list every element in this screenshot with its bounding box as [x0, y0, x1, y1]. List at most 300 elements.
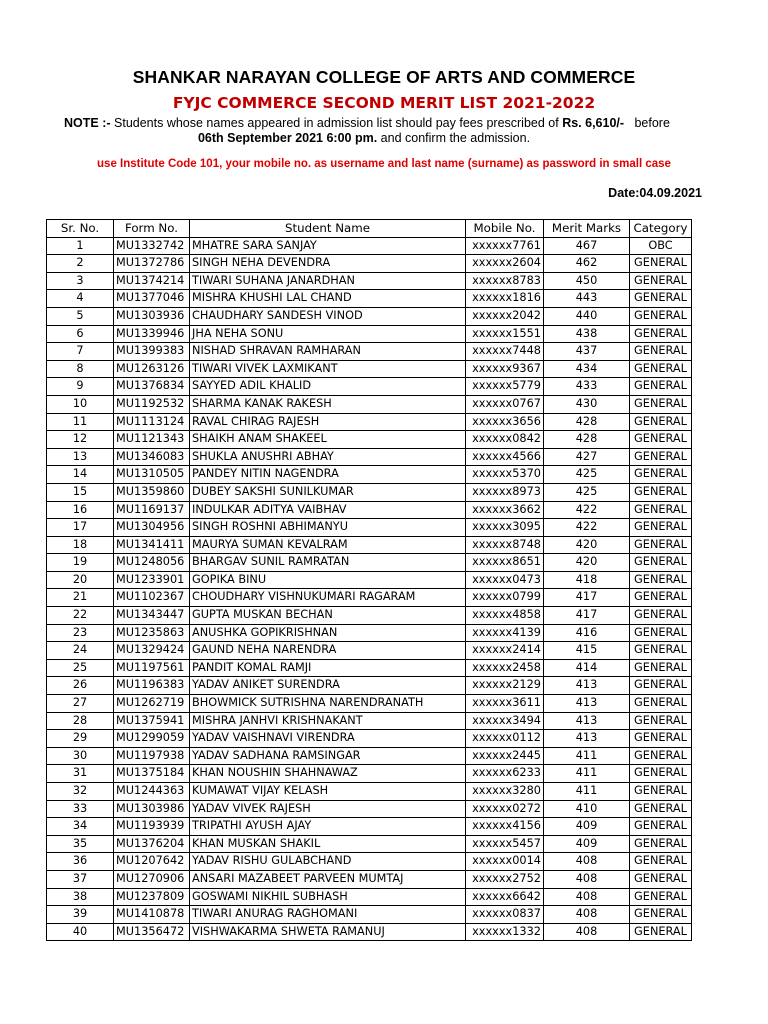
cell-sr-no: 15	[47, 483, 114, 501]
table-row	[47, 730, 692, 748]
cell-category: GENERAL	[630, 923, 692, 941]
cell-category: GENERAL	[630, 536, 692, 554]
cell-merit-marks: 416	[544, 624, 630, 642]
cell-merit-marks: 418	[544, 571, 630, 589]
cell-student-name: KUMAWAT VIJAY KELASH	[190, 783, 466, 801]
cell-category: GENERAL	[630, 343, 692, 361]
cell-student-name: TIWARI VIVEK LAXMIKANT	[190, 360, 466, 378]
cell-merit-marks: 438	[544, 325, 630, 343]
cell-student-name: SINGH NEHA DEVENDRA	[190, 255, 466, 273]
cell-mobile-no: xxxxxx8783	[466, 272, 544, 290]
table-row	[47, 818, 692, 836]
table-row	[47, 642, 692, 660]
table-row	[47, 677, 692, 695]
cell-category: GENERAL	[630, 765, 692, 783]
cell-mobile-no: xxxxxx7448	[466, 343, 544, 361]
cell-sr-no: 34	[47, 818, 114, 836]
cell-merit-marks: 428	[544, 431, 630, 449]
cell-category: GENERAL	[630, 800, 692, 818]
cell-mobile-no: xxxxxx5779	[466, 378, 544, 396]
cell-form-no: MU1244363	[114, 783, 190, 801]
cell-form-no: MU1235863	[114, 624, 190, 642]
cell-merit-marks: 420	[544, 554, 630, 572]
cell-merit-marks: 411	[544, 783, 630, 801]
cell-student-name: MISHRA KHUSHI LAL CHAND	[190, 290, 466, 308]
cell-student-name: TIWARI SUHANA JANARDHAN	[190, 272, 466, 290]
cell-form-no: MU1193939	[114, 818, 190, 836]
cell-student-name: SAYYED ADIL KHALID	[190, 378, 466, 396]
table-row	[47, 237, 692, 255]
cell-student-name: CHAUDHARY SANDESH VINOD	[190, 307, 466, 325]
cell-mobile-no: xxxxxx0272	[466, 800, 544, 818]
table-row	[47, 712, 692, 730]
cell-category: GENERAL	[630, 413, 692, 431]
table-row	[47, 906, 692, 924]
cell-merit-marks: 467	[544, 237, 630, 255]
cell-sr-no: 24	[47, 642, 114, 660]
cell-sr-no: 11	[47, 413, 114, 431]
cell-form-no: MU1262719	[114, 695, 190, 713]
table-row	[47, 554, 692, 572]
cell-sr-no: 17	[47, 519, 114, 537]
cell-merit-marks: 408	[544, 906, 630, 924]
table-row	[47, 378, 692, 396]
cell-mobile-no: xxxxxx3280	[466, 783, 544, 801]
cell-category: GENERAL	[630, 870, 692, 888]
cell-sr-no: 38	[47, 888, 114, 906]
cell-merit-marks: 413	[544, 695, 630, 713]
cell-student-name: KHAN MUSKAN SHAKIL	[190, 835, 466, 853]
table-row	[47, 589, 692, 607]
cell-sr-no: 2	[47, 255, 114, 273]
cell-form-no: MU1356472	[114, 923, 190, 941]
cell-mobile-no: xxxxxx2445	[466, 747, 544, 765]
cell-merit-marks: 413	[544, 712, 630, 730]
cell-category: OBC	[630, 237, 692, 255]
cell-category: GENERAL	[630, 448, 692, 466]
cell-student-name: SHAIKH ANAM SHAKEEL	[190, 431, 466, 449]
cell-mobile-no: xxxxxx6642	[466, 888, 544, 906]
cell-mobile-no: xxxxxx7761	[466, 237, 544, 255]
cell-mobile-no: xxxxxx8651	[466, 554, 544, 572]
cell-sr-no: 20	[47, 571, 114, 589]
cell-merit-marks: 450	[544, 272, 630, 290]
cell-merit-marks: 422	[544, 501, 630, 519]
cell-category: GENERAL	[630, 818, 692, 836]
cell-category: GENERAL	[630, 659, 692, 677]
cell-merit-marks: 440	[544, 307, 630, 325]
table-row	[47, 519, 692, 537]
column-header-merit-marks: Merit Marks	[544, 220, 630, 238]
cell-mobile-no: xxxxxx0014	[466, 853, 544, 871]
cell-category: GENERAL	[630, 483, 692, 501]
cell-mobile-no: xxxxxx2042	[466, 307, 544, 325]
cell-mobile-no: xxxxxx4139	[466, 624, 544, 642]
table-row	[47, 395, 692, 413]
cell-sr-no: 7	[47, 343, 114, 361]
cell-merit-marks: 408	[544, 923, 630, 941]
cell-merit-marks: 433	[544, 378, 630, 396]
merit-list-body	[47, 237, 692, 941]
cell-mobile-no: xxxxxx3662	[466, 501, 544, 519]
cell-form-no: MU1102367	[114, 589, 190, 607]
cell-category: GENERAL	[630, 272, 692, 290]
cell-category: GENERAL	[630, 642, 692, 660]
table-row	[47, 536, 692, 554]
note-text: Students whose names appeared in admission list should pay fees prescribed of	[114, 116, 559, 130]
cell-merit-marks: 415	[544, 642, 630, 660]
cell-merit-marks: 409	[544, 818, 630, 836]
cell-form-no: MU1410878	[114, 906, 190, 924]
cell-category: GENERAL	[630, 624, 692, 642]
cell-category: GENERAL	[630, 290, 692, 308]
cell-student-name: MAURYA SUMAN KEVALRAM	[190, 536, 466, 554]
cell-merit-marks: 411	[544, 765, 630, 783]
cell-mobile-no: xxxxxx2414	[466, 642, 544, 660]
cell-category: GENERAL	[630, 378, 692, 396]
cell-sr-no: 8	[47, 360, 114, 378]
cell-student-name: ANSARI MAZABEET PARVEEN MUMTAJ	[190, 870, 466, 888]
cell-category: GENERAL	[630, 783, 692, 801]
table-row	[47, 923, 692, 941]
cell-mobile-no: xxxxxx4858	[466, 607, 544, 625]
cell-sr-no: 27	[47, 695, 114, 713]
fee-amount: Rs. 6,610/-	[562, 116, 625, 130]
cell-sr-no: 9	[47, 378, 114, 396]
cell-category: GENERAL	[630, 431, 692, 449]
cell-category: GENERAL	[630, 888, 692, 906]
cell-mobile-no: xxxxxx4156	[466, 818, 544, 836]
cell-mobile-no: xxxxxx0473	[466, 571, 544, 589]
cell-category: GENERAL	[630, 747, 692, 765]
cell-student-name: TRIPATHI AYUSH AJAY	[190, 818, 466, 836]
cell-student-name: YADAV VAISHNAVI VIRENDRA	[190, 730, 466, 748]
cell-merit-marks: 427	[544, 448, 630, 466]
cell-student-name: MISHRA JANHVI KRISHNAKANT	[190, 712, 466, 730]
cell-category: GENERAL	[630, 519, 692, 537]
cell-student-name: RAVAL CHIRAG RAJESH	[190, 413, 466, 431]
cell-form-no: MU1332742	[114, 237, 190, 255]
cell-form-no: MU1376834	[114, 378, 190, 396]
table-row	[47, 448, 692, 466]
merit-list-table	[46, 219, 692, 941]
cell-form-no: MU1197561	[114, 659, 190, 677]
cell-sr-no: 36	[47, 853, 114, 871]
table-row	[47, 747, 692, 765]
cell-student-name: DUBEY SAKSHI SUNILKUMAR	[190, 483, 466, 501]
cell-sr-no: 30	[47, 747, 114, 765]
table-row	[47, 343, 692, 361]
cell-student-name: PANDIT KOMAL RAMJI	[190, 659, 466, 677]
list-date: Date:04.09.2021	[608, 186, 702, 200]
column-header-category: Category	[630, 220, 692, 238]
cell-mobile-no: xxxxxx1551	[466, 325, 544, 343]
table-row	[47, 571, 692, 589]
table-row	[47, 325, 692, 343]
cell-sr-no: 14	[47, 466, 114, 484]
cell-sr-no: 5	[47, 307, 114, 325]
cell-student-name: YADAV ANIKET SURENDRA	[190, 677, 466, 695]
table-row	[47, 360, 692, 378]
cell-form-no: MU1377046	[114, 290, 190, 308]
cell-merit-marks: 434	[544, 360, 630, 378]
table-row	[47, 870, 692, 888]
table-header-row	[47, 220, 692, 238]
cell-merit-marks: 443	[544, 290, 630, 308]
column-header-form-no: Form No.	[114, 220, 190, 238]
cell-student-name: NISHAD SHRAVAN RAMHARAN	[190, 343, 466, 361]
cell-form-no: MU1299059	[114, 730, 190, 748]
cell-mobile-no: xxxxxx2604	[466, 255, 544, 273]
cell-student-name: GOSWAMI NIKHIL SUBHASH	[190, 888, 466, 906]
cell-category: GENERAL	[630, 853, 692, 871]
cell-merit-marks: 437	[544, 343, 630, 361]
cell-mobile-no: xxxxxx0799	[466, 589, 544, 607]
note-label: NOTE :-	[64, 116, 111, 130]
cell-form-no: MU1263126	[114, 360, 190, 378]
cell-sr-no: 21	[47, 589, 114, 607]
cell-merit-marks: 413	[544, 677, 630, 695]
cell-sr-no: 25	[47, 659, 114, 677]
table-row	[47, 431, 692, 449]
cell-student-name: YADAV RISHU GULABCHAND	[190, 853, 466, 871]
cell-form-no: MU1248056	[114, 554, 190, 572]
table-row	[47, 624, 692, 642]
cell-form-no: MU1375941	[114, 712, 190, 730]
table-row	[47, 783, 692, 801]
cell-category: GENERAL	[630, 589, 692, 607]
cell-student-name: KHAN NOUSHIN SHAHNAWAZ	[190, 765, 466, 783]
cell-form-no: MU1233901	[114, 571, 190, 589]
cell-student-name: YADAV SADHANA RAMSINGAR	[190, 747, 466, 765]
college-title: SHANKAR NARAYAN COLLEGE OF ARTS AND COMMERCE	[132, 67, 636, 87]
cell-student-name: ANUSHKA GOPIKRISHNAN	[190, 624, 466, 642]
cell-sr-no: 29	[47, 730, 114, 748]
cell-category: GENERAL	[630, 307, 692, 325]
cell-student-name: GAUND NEHA NARENDRA	[190, 642, 466, 660]
cell-mobile-no: xxxxxx8973	[466, 483, 544, 501]
cell-sr-no: 16	[47, 501, 114, 519]
cell-form-no: MU1192532	[114, 395, 190, 413]
cell-student-name: YADAV VIVEK RAJESH	[190, 800, 466, 818]
cell-form-no: MU1197938	[114, 747, 190, 765]
cell-form-no: MU1121343	[114, 431, 190, 449]
cell-form-no: MU1310505	[114, 466, 190, 484]
cell-student-name: TIWARI ANURAG RAGHOMANI	[190, 906, 466, 924]
cell-category: GENERAL	[630, 712, 692, 730]
cell-merit-marks: 422	[544, 519, 630, 537]
table-row	[47, 501, 692, 519]
cell-category: GENERAL	[630, 325, 692, 343]
note-confirm-text: and confirm the admission.	[380, 131, 531, 145]
cell-mobile-no: xxxxxx2458	[466, 659, 544, 677]
table-row	[47, 272, 692, 290]
table-row	[47, 659, 692, 677]
cell-form-no: MU1375184	[114, 765, 190, 783]
cell-merit-marks: 425	[544, 466, 630, 484]
cell-form-no: MU1329424	[114, 642, 190, 660]
cell-student-name: CHOUDHARY VISHNUKUMARI RAGARAM	[190, 589, 466, 607]
cell-mobile-no: xxxxxx8748	[466, 536, 544, 554]
cell-mobile-no: xxxxxx5457	[466, 835, 544, 853]
cell-sr-no: 23	[47, 624, 114, 642]
cell-mobile-no: xxxxxx0837	[466, 906, 544, 924]
table-row	[47, 765, 692, 783]
cell-category: GENERAL	[630, 554, 692, 572]
cell-sr-no: 39	[47, 906, 114, 924]
table-row	[47, 607, 692, 625]
cell-form-no: MU1237809	[114, 888, 190, 906]
cell-mobile-no: xxxxxx2129	[466, 677, 544, 695]
cell-sr-no: 3	[47, 272, 114, 290]
cell-mobile-no: xxxxxx4566	[466, 448, 544, 466]
fee-deadline: 06th September 2021 6:00 pm.	[197, 131, 378, 145]
cell-sr-no: 33	[47, 800, 114, 818]
cell-category: GENERAL	[630, 906, 692, 924]
cell-student-name: PANDEY NITIN NAGENDRA	[190, 466, 466, 484]
cell-mobile-no: xxxxxx0112	[466, 730, 544, 748]
cell-sr-no: 31	[47, 765, 114, 783]
cell-sr-no: 40	[47, 923, 114, 941]
cell-mobile-no: xxxxxx3494	[466, 712, 544, 730]
table-row	[47, 853, 692, 871]
cell-student-name: BHOWMICK SUTRISHNA NARENDRANATH	[190, 695, 466, 713]
cell-merit-marks: 430	[544, 395, 630, 413]
cell-sr-no: 26	[47, 677, 114, 695]
cell-form-no: MU1339946	[114, 325, 190, 343]
cell-form-no: MU1374214	[114, 272, 190, 290]
column-header-sr-no: Sr. No.	[47, 220, 114, 238]
cell-form-no: MU1341411	[114, 536, 190, 554]
cell-sr-no: 37	[47, 870, 114, 888]
cell-form-no: MU1207642	[114, 853, 190, 871]
login-instruction: use Institute Code 101, your mobile no. as username and last name (surname) as password in small case	[97, 158, 671, 170]
cell-merit-marks: 410	[544, 800, 630, 818]
cell-form-no: MU1113124	[114, 413, 190, 431]
cell-sr-no: 10	[47, 395, 114, 413]
cell-mobile-no: xxxxxx1816	[466, 290, 544, 308]
cell-category: GENERAL	[630, 835, 692, 853]
cell-merit-marks: 411	[544, 747, 630, 765]
cell-mobile-no: xxxxxx2752	[466, 870, 544, 888]
cell-category: GENERAL	[630, 677, 692, 695]
cell-merit-marks: 425	[544, 483, 630, 501]
cell-form-no: MU1303986	[114, 800, 190, 818]
cell-mobile-no: xxxxxx3656	[466, 413, 544, 431]
cell-student-name: VISHWAKARMA SHWETA RAMANUJ	[190, 923, 466, 941]
cell-mobile-no: xxxxxx3611	[466, 695, 544, 713]
cell-sr-no: 32	[47, 783, 114, 801]
cell-form-no: MU1270906	[114, 870, 190, 888]
cell-form-no: MU1169137	[114, 501, 190, 519]
cell-merit-marks: 417	[544, 607, 630, 625]
cell-sr-no: 6	[47, 325, 114, 343]
cell-form-no: MU1399383	[114, 343, 190, 361]
cell-sr-no: 22	[47, 607, 114, 625]
cell-merit-marks: 408	[544, 888, 630, 906]
cell-merit-marks: 409	[544, 835, 630, 853]
cell-mobile-no: xxxxxx6233	[466, 765, 544, 783]
table-row	[47, 255, 692, 273]
cell-merit-marks: 413	[544, 730, 630, 748]
cell-student-name: SHUKLA ANUSHRI ABHAY	[190, 448, 466, 466]
note-before: before	[634, 116, 670, 130]
column-header-mobile-no: Mobile No.	[466, 220, 544, 238]
cell-merit-marks: 428	[544, 413, 630, 431]
cell-category: GENERAL	[630, 730, 692, 748]
table-row	[47, 307, 692, 325]
cell-form-no: MU1303936	[114, 307, 190, 325]
cell-sr-no: 35	[47, 835, 114, 853]
admission-note	[64, 116, 724, 146]
cell-sr-no: 28	[47, 712, 114, 730]
cell-form-no: MU1359860	[114, 483, 190, 501]
table-row	[47, 466, 692, 484]
cell-mobile-no: xxxxxx9367	[466, 360, 544, 378]
cell-merit-marks: 420	[544, 536, 630, 554]
cell-form-no: MU1372786	[114, 255, 190, 273]
cell-category: GENERAL	[630, 395, 692, 413]
cell-student-name: JHA NEHA SONU	[190, 325, 466, 343]
cell-category: GENERAL	[630, 571, 692, 589]
table-row	[47, 483, 692, 501]
cell-form-no: MU1346083	[114, 448, 190, 466]
cell-sr-no: 4	[47, 290, 114, 308]
cell-category: GENERAL	[630, 255, 692, 273]
cell-mobile-no: xxxxxx1332	[466, 923, 544, 941]
cell-form-no: MU1196383	[114, 677, 190, 695]
table-row	[47, 800, 692, 818]
cell-student-name: INDULKAR ADITYA VAIBHAV	[190, 501, 466, 519]
merit-list-title: FYJC COMMERCE SECOND MERIT LIST 2021-2022	[172, 94, 596, 112]
cell-sr-no: 12	[47, 431, 114, 449]
cell-category: GENERAL	[630, 466, 692, 484]
cell-mobile-no: xxxxxx5370	[466, 466, 544, 484]
cell-category: GENERAL	[630, 695, 692, 713]
cell-sr-no: 19	[47, 554, 114, 572]
cell-category: GENERAL	[630, 607, 692, 625]
cell-mobile-no: xxxxxx3095	[466, 519, 544, 537]
table-row	[47, 290, 692, 308]
cell-sr-no: 13	[47, 448, 114, 466]
table-row	[47, 888, 692, 906]
cell-merit-marks: 414	[544, 659, 630, 677]
cell-student-name: SHARMA KANAK RAKESH	[190, 395, 466, 413]
cell-form-no: MU1376204	[114, 835, 190, 853]
cell-student-name: BHARGAV SUNIL RAMRATAN	[190, 554, 466, 572]
cell-sr-no: 18	[47, 536, 114, 554]
cell-category: GENERAL	[630, 360, 692, 378]
cell-merit-marks: 417	[544, 589, 630, 607]
cell-mobile-no: xxxxxx0842	[466, 431, 544, 449]
cell-merit-marks: 462	[544, 255, 630, 273]
cell-student-name: GOPIKA BINU	[190, 571, 466, 589]
cell-merit-marks: 408	[544, 853, 630, 871]
cell-form-no: MU1304956	[114, 519, 190, 537]
column-header-student-name: Student Name	[190, 220, 466, 238]
cell-student-name: SINGH ROSHNI ABHIMANYU	[190, 519, 466, 537]
cell-form-no: MU1343447	[114, 607, 190, 625]
cell-mobile-no: xxxxxx0767	[466, 395, 544, 413]
table-row	[47, 835, 692, 853]
cell-merit-marks: 408	[544, 870, 630, 888]
table-row	[47, 413, 692, 431]
cell-category: GENERAL	[630, 501, 692, 519]
cell-student-name: GUPTA MUSKAN BECHAN	[190, 607, 466, 625]
cell-student-name: MHATRE SARA SANJAY	[190, 237, 466, 255]
table-row	[47, 695, 692, 713]
cell-sr-no: 1	[47, 237, 114, 255]
